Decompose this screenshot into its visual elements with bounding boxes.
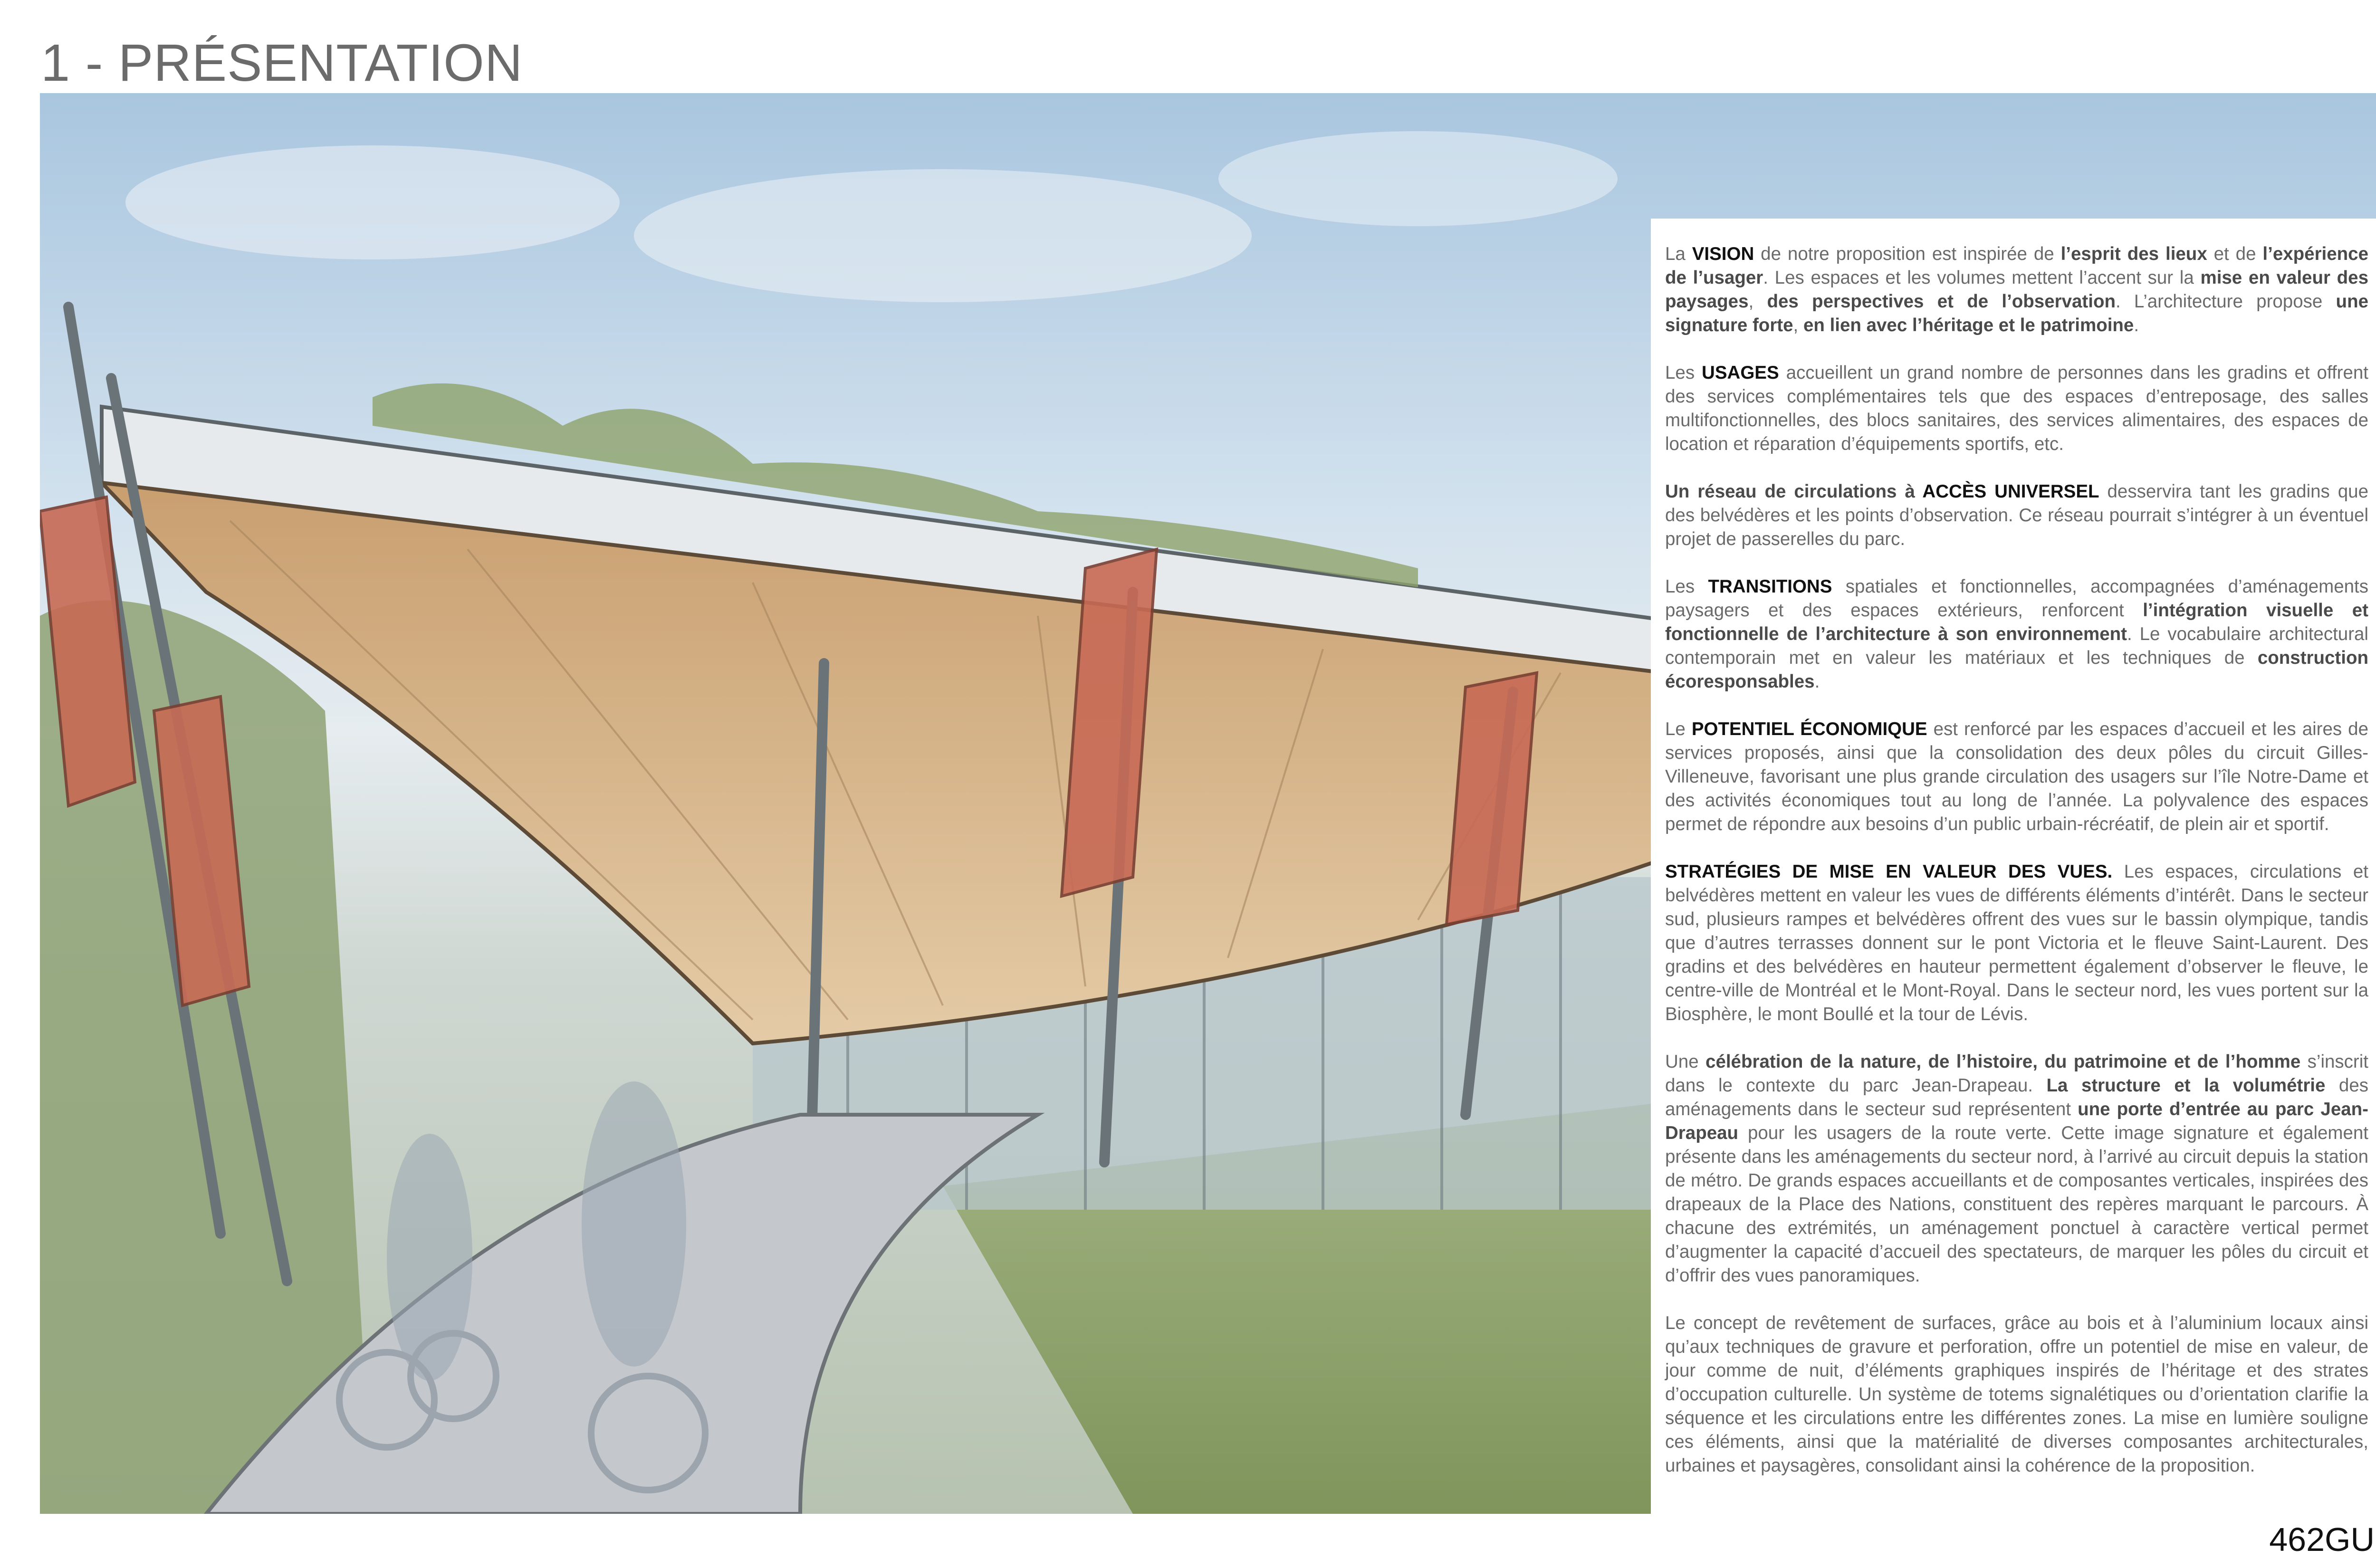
emphasis: construction écoresponsables (1665, 648, 2368, 692)
paragraph (1665, 1050, 2368, 1288)
text-run: Les (1665, 363, 1702, 383)
keyword: STRATÉGIES DE MISE EN VALEUR DES VUES. (1665, 861, 2113, 882)
keyword: VISION (1692, 244, 1754, 264)
architectural-illustration (40, 93, 2376, 1514)
paragraph (1665, 480, 2368, 551)
text-run: Le (1665, 719, 1692, 739)
text-run: spatiales et fonctionnelles, accompagnées d’aménagements paysagers et des espaces extérieurs, renforcent (1665, 576, 2368, 621)
text-run: et de (2207, 244, 2263, 264)
keyword: TRANSITIONS (1708, 576, 1832, 597)
text-run: , (1793, 315, 1803, 335)
emphasis: l’intégration visuelle et fonctionnelle de l’architecture à son environnement (1665, 600, 2369, 644)
cloud (634, 169, 1252, 302)
keyword: ACCÈS UNIVERSEL (1922, 481, 2099, 502)
text-run: pour les usagers de la route verte. Cette image signature et également présente dans les aménagements du secteur nord, à l’arrivé au circuit depuis la station de métro. De grands espaces accueillants et de composantes verticales, inspirées des drapeaux de la Place des Nations, constituent des repères marquant le parcours. À chacune des extrémités, un aménagement ponctuel à caractère vertical permet d’augmenter la capacité d’accueil des spectateurs, de marquer les pôles du circuit et d’offrir des vues panoramiques. (1665, 1123, 2368, 1286)
keyword: POTENTIEL ÉCONOMIQUE (1691, 719, 1927, 739)
presentation-text-panel (1651, 219, 2376, 1514)
page-title: 1 - PRÉSENTATION (41, 34, 523, 92)
emphasis: mise en valeur des paysages (1665, 268, 2369, 312)
text-run: Les (1665, 576, 1708, 597)
emphasis: La structure et la volumétrie (2046, 1075, 2326, 1096)
text-run: est renforcé par les espaces d’accueil et les aires de services proposés, ainsi que la consolidation des deux pôles du circuit Gilles-Villeneuve, favorisant une plus grande circulation des usagers sur l’île Notre-Dame et des activités économiques tout au long de l’année. La polyvalence des espaces permet de répondre aux besoins d’un public urbain-récréatif, de plein air et sportif. (1665, 719, 2368, 834)
paragraph (1665, 717, 2368, 836)
cloud (1218, 131, 1618, 226)
text-run: de notre proposition est inspirée de (1754, 244, 2061, 264)
text-run: des aménagements dans le secteur sud représentent (1665, 1075, 2368, 1119)
text-run: La (1665, 244, 1692, 264)
text-run: Une (1665, 1052, 1706, 1072)
emphasis: en lien avec l’héritage et le patrimoine (1803, 315, 2134, 335)
text-run: . L’architecture propose (2115, 291, 2336, 312)
emphasis: des perspectives et de l’observation (1767, 291, 2116, 312)
emphasis: célébration de la nature, de l’histoire, du patrimoine et de l’homme (1705, 1052, 2301, 1072)
keyword: USAGES (1702, 363, 1779, 383)
text-run: desservira tant les gradins que des belvédères et les points d’observation. Ce réseau pourrait s’intégrer à un éventuel projet de passerelles du parc. (1665, 481, 2369, 549)
text-run: . (2134, 315, 2139, 335)
emphasis: Un réseau de circulations à (1665, 481, 1923, 502)
text-run: accueillent un grand nombre de personnes dans les gradins et offrent des services complémentaires tels que des espaces d’entreposage, des salles multifonctionnelles, des blocs sanitaires, des services alimentaires, des espaces de location et réparation d’équipements sportifs, etc. (1665, 363, 2368, 454)
paragraph (1665, 860, 2368, 1026)
text-run: s’inscrit dans le contexte du parc Jean-Drapeau. (1665, 1052, 2368, 1096)
cloud (125, 145, 620, 259)
paragraph (1665, 242, 2368, 337)
text-run: . Les espaces et les volumes mettent l’accent sur la (1763, 268, 2201, 288)
paragraph (1665, 361, 2368, 456)
emphasis: une porte d’entrée au parc Jean-Drapeau (1665, 1099, 2368, 1143)
project-code: 462GU (2269, 1521, 2375, 1558)
paragraph (1665, 1311, 2368, 1478)
emphasis: l’esprit des lieux (2060, 244, 2207, 264)
emphasis: une signature forte (1665, 291, 2368, 335)
text-run: Le concept de revêtement de surfaces, grâce au bois et à l’aluminium locaux ainsi qu’aux techniques de gravure et perforation, offre un potentiel de mise en valeur, de jour comme de nuit, d’éléments graphiques inspirés de l’héritage et des strates d’occupation culturelle. Un système de totems signalétiques ou d’orientation clarifie la séquence et les circulations entre les différentes zones. La mise en lumière souligne ces éléments, ainsi que la matérialité de diverses composantes architecturales, urbaines et paysagères, consolidant ainsi la cohérence de la proposition. (1665, 1313, 2368, 1476)
text-run: Les espaces, circulations et belvédères mettent en valeur les vues de différents éléments d’intérêt. Dans le secteur sud, plusieurs rampes et belvédères offrent des vues sur le bassin olympique, tandis que d’autres terrasses donnent sur le pont Victoria et le fleuve Saint-Laurent. Des gradins et des belvédères en hauteur permettent également d’observer le fleuve, le centre-ville de Montréal et le Mont-Royal. Dans le secteur nord, les vues portent sur la Biosphère, le mont Boullé et la tour de Lévis. (1665, 861, 2368, 1024)
emphasis: l’expérience de l’usager (1665, 244, 2368, 288)
paragraph (1665, 575, 2368, 694)
text-run: . Le vocabulaire architectural contemporain met en valeur les matériaux et les techniques de (1665, 624, 2368, 668)
text-run: , (1748, 291, 1767, 312)
text-run: . (1814, 671, 1820, 692)
cyclist (582, 1081, 686, 1367)
